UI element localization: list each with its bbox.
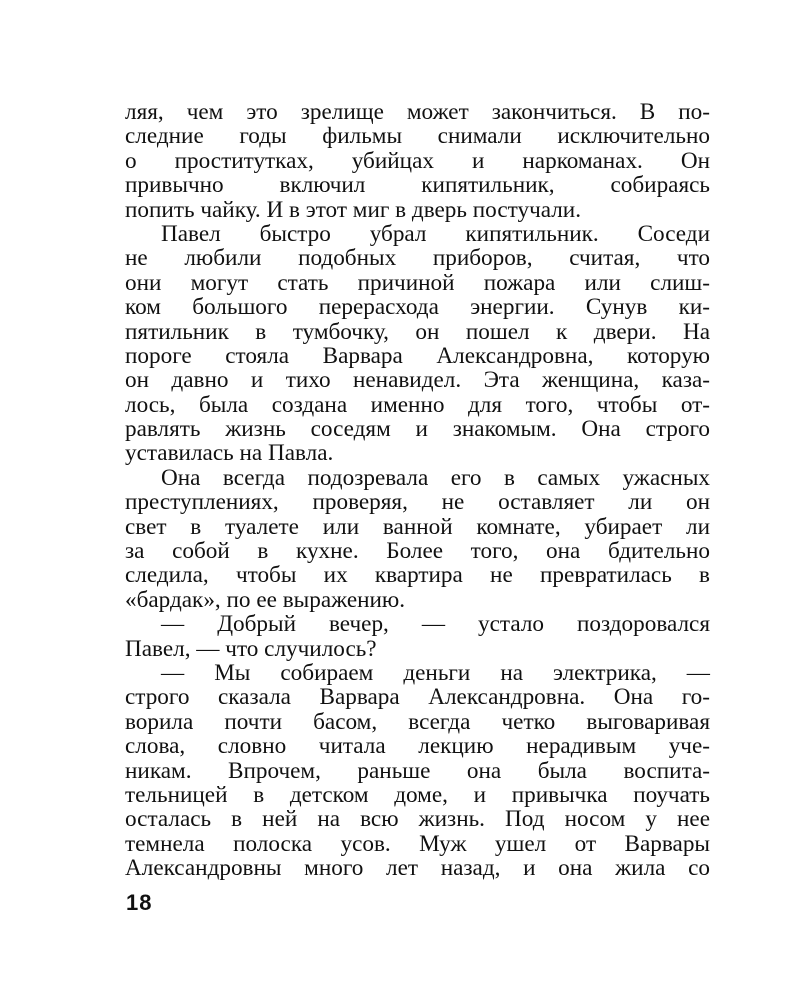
text-line: ворила почти басом, всегда четко выговаривая: [125, 708, 710, 735]
text-line: уставилась на Павла.: [125, 440, 334, 467]
text-line: лось, была создана именно для того, чтобы от-: [125, 391, 710, 418]
text-line: Александровны много лет назад, и она жила со: [125, 855, 710, 882]
text-line: Павел быстро убрал кипятильник. Соседи: [161, 220, 710, 247]
text-line: слова, словно читала лекцию нерадивым уче-: [125, 733, 710, 760]
text-line: тельницей в детском доме, и привычка поучать: [125, 781, 710, 808]
text-line: равлять жизнь соседям и знакомым. Она строго: [125, 416, 710, 443]
text-line: ляя, чем это зрелище может закончиться. В по-: [125, 99, 710, 125]
text-line: пятильник в тумбочку, он пошел к двери. На: [125, 318, 710, 345]
text-line: следила, чтобы их квартира не превратилась в: [125, 562, 710, 589]
text-line: пороге стояла Варвара Александровна, которую: [125, 342, 710, 369]
text-line: ком большого перерасхода энергии. Сунув ки-: [125, 294, 710, 321]
text-line: не любили подобных приборов, считая, что: [125, 245, 710, 272]
text-line: следние годы фильмы снимали исключительно: [125, 123, 710, 150]
text-line: Павел, — что случилось?: [125, 635, 377, 662]
page-number: 18: [126, 890, 153, 915]
text-line: о проститутках, убийцах и наркоманах. Он: [125, 147, 710, 174]
text-line: Она всегда подозревала его в самых ужасных: [161, 464, 710, 491]
text-line: свет в туалете или ванной комнате, убирает ли: [125, 513, 710, 540]
text-line: привычно включил кипятильник, собираясь: [125, 172, 710, 199]
text-line: темнела полоска усов. Муж ушел от Варвары: [125, 830, 710, 857]
text-line: никам. Впрочем, раньше она была воспита-: [125, 757, 710, 784]
text-line: «бардак», по ее выражению.: [125, 586, 406, 613]
text-line: осталась в ней на всю жизнь. Под носом у нее: [125, 806, 710, 833]
text-line: — Добрый вечер, — устало поздоровался: [161, 611, 710, 638]
text-line: попить чайку. И в этот миг в дверь постучали.: [125, 196, 582, 223]
text-line: — Мы собираем деньги на электрика, —: [161, 659, 710, 686]
text-line: преступлениях, проверяя, не оставляет ли он: [125, 489, 710, 516]
text-line: он давно и тихо ненавидел. Эта женщина, каза-: [125, 367, 710, 394]
text-line: они могут стать причиной пожара или слиш-: [125, 269, 710, 296]
text-line: строго сказала Варвара Александровна. Она го-: [125, 684, 710, 711]
book-page-text: [125, 100, 710, 881]
text-line: за собой в кухне. Более того, она бдительно: [125, 538, 710, 565]
